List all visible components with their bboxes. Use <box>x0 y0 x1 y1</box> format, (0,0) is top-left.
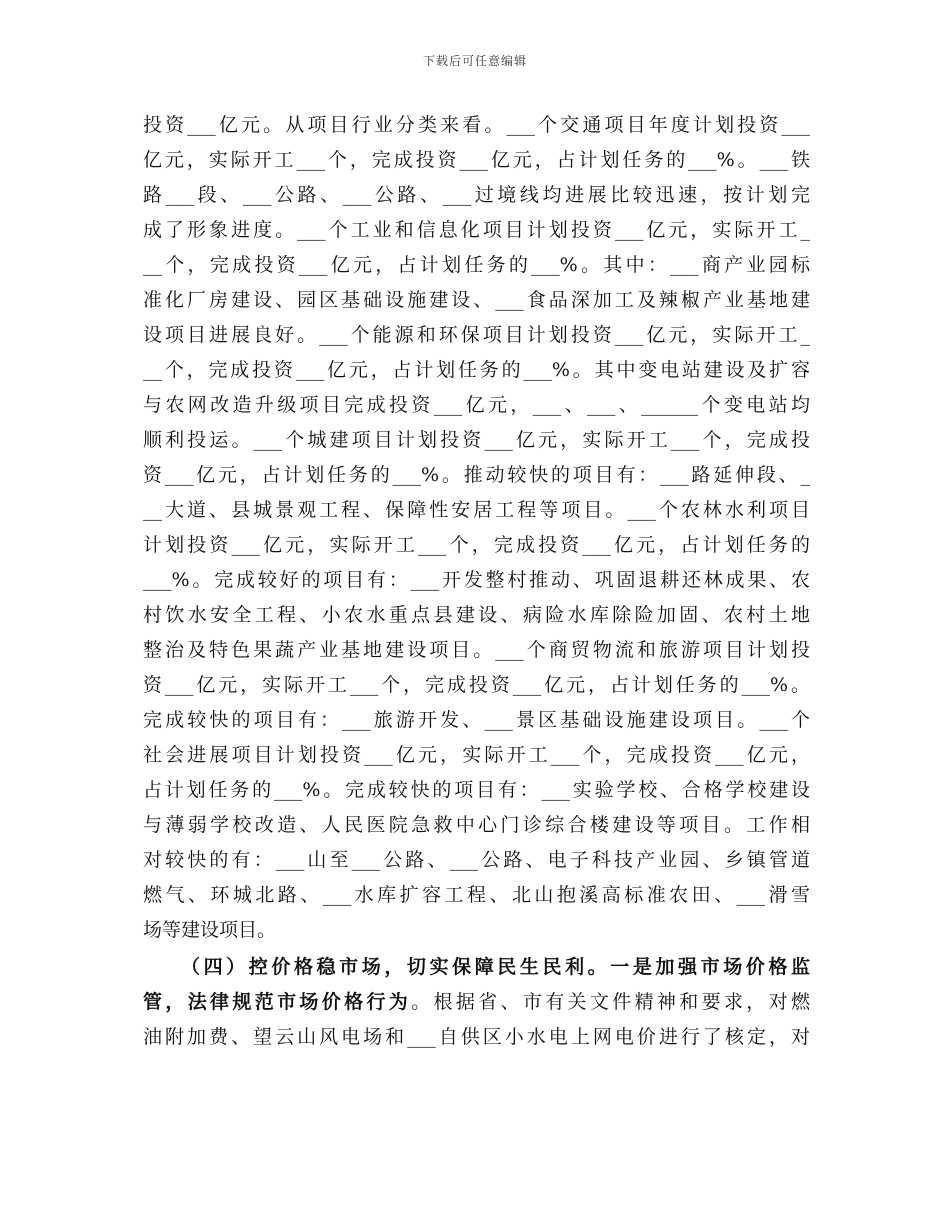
text-run: 。根据省、市有关文件精神和要求，对燃 <box>411 991 810 1013</box>
text-line: 油附加费、望云山风电场和___自供区小水电上网电价进行了核定，对 <box>143 1026 810 1048</box>
text-line: __个，完成投资___亿元，占计划任务的___%。其中：___商产业园标 <box>143 254 810 276</box>
text-line: 社会进展项目计划投资___亿元，实际开工___个，完成投资___亿元， <box>143 744 810 766</box>
text-line: 资___亿元，占计划任务的___%。推动较快的项目有：___路延伸段、_ <box>143 464 810 486</box>
text-line: 完成较快的项目有：___旅游开发、___景区基础设施建设项目。___个 <box>143 709 810 731</box>
text-line: __个，完成投资___亿元，占计划任务的___%。其中变电站建设及扩容 <box>143 359 810 381</box>
text-line: 成了形象进度。___个工业和信息化项目计划投资___亿元，实际开工_ <box>143 219 810 241</box>
text-line: ___%。完成较好的项目有：___开发整村推动、巩固退耕还林成果、农 <box>143 569 810 591</box>
text-line: __大道、县城景观工程、保障性安居工程等项目。___个农林水利项目 <box>143 499 810 521</box>
text-line: 与薄弱学校改造、人民医院急救中心门诊综合楼建设等项目。工作相 <box>143 814 810 836</box>
text-line: 路___段、___公路、___公路、___过境线均进展比较迅速，按计划完 <box>143 184 810 206</box>
text-line: 投资___亿元。从项目行业分类来看。___个交通项目年度计划投资___ <box>143 114 810 136</box>
text-line: 对较快的有：___山至___公路、___公路、电子科技产业园、乡镇管道 <box>143 849 810 871</box>
text-line: 村饮水安全工程、小农水重点县建设、病险水库除险加固、农村土地 <box>143 604 810 626</box>
text-line-mixed <box>143 985 810 1020</box>
text-line: 与农网改造升级项目完成投资___亿元，___、___、______个变电站均 <box>143 394 810 416</box>
text-line: 设项目进展良好。___个能源和环保项目计划投资___亿元，实际开工_ <box>143 324 810 346</box>
section-heading-line: （四）控价格稳市场，切实保障民生民利。一是加强市场价格监 <box>181 956 810 978</box>
text-line: 顺利投运。___个城建项目计划投资___亿元，实际开工___个，完成投 <box>143 429 810 451</box>
text-line: 资___亿元，实际开工___个，完成投资___亿元，占计划任务的___%。 <box>143 674 810 696</box>
page-header: 下载后可任意编辑 <box>422 54 527 68</box>
text-line: 准化厂房建设、园区基础设施建设、___食品深加工及辣椒产业基地建 <box>143 289 810 311</box>
paragraph-1 <box>143 108 810 948</box>
text-line: 整治及特色果蔬产业基地建设项目。___个商贸物流和旅游项目计划投 <box>143 639 810 661</box>
document-body <box>143 108 810 1055</box>
text-line: 计划投资___亿元，实际开工___个，完成投资___亿元，占计划任务的 <box>143 534 810 556</box>
bold-phrase: 管，法律规范市场价格行为 <box>143 991 412 1013</box>
text-line: 燃气、环城北路、___水库扩容工程、北山抱溪高标准农田、___滑雪 <box>143 884 810 906</box>
text-line: 亿元，实际开工___个，完成投资___亿元，占计划任务的___%。___铁 <box>143 149 810 171</box>
text-line: 占计划任务的___%。完成较快的项目有：___实验学校、合格学校建设 <box>143 779 810 801</box>
paragraph-2 <box>143 950 810 1055</box>
text-line-last: 场等建设项目。 <box>143 919 277 941</box>
